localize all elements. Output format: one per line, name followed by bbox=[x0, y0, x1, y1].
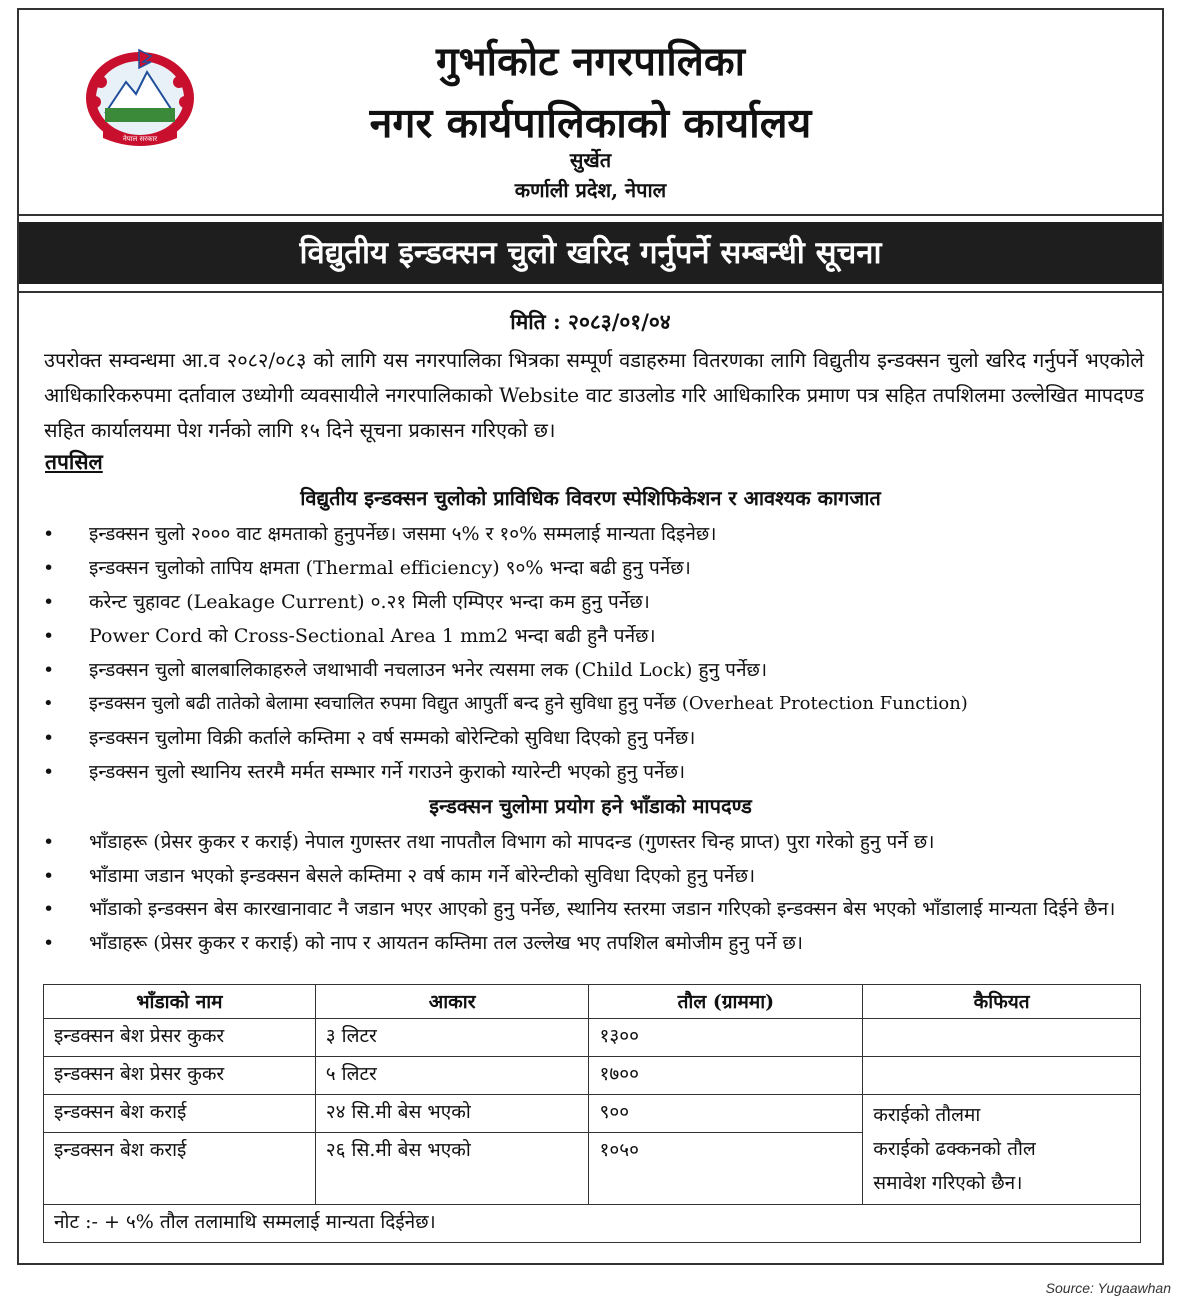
table-cell: इन्डक्सन बेश कराई bbox=[44, 1133, 316, 1205]
table-cell: इन्डक्सन बेश कराई bbox=[44, 1095, 316, 1133]
notice-date: मिति : २०८३/०१/०४ bbox=[510, 309, 671, 334]
vessels-list bbox=[41, 825, 1151, 960]
table-cell: १०५० bbox=[589, 1133, 863, 1205]
vessel-spec-table bbox=[43, 984, 1141, 1243]
table-row bbox=[44, 1057, 1141, 1095]
column-header: कैफियत bbox=[863, 985, 1141, 1019]
municipality-name: गुर्भाकोट नगरपालिका bbox=[436, 38, 745, 85]
table-header-row bbox=[44, 985, 1141, 1019]
table-cell: इन्डक्सन बेश प्रेसर कुकर bbox=[44, 1057, 316, 1095]
remark-line: कराईको तौलमा bbox=[873, 1104, 981, 1126]
specs-list bbox=[41, 517, 1151, 789]
table-cell: इन्डक्सन बेश प्रेसर कुकर bbox=[44, 1019, 316, 1057]
table-row bbox=[44, 1019, 1141, 1057]
table-note-row bbox=[44, 1205, 1141, 1243]
table-cell: ९०० bbox=[589, 1095, 863, 1133]
remark-line: समावेश गरिएको छैन। bbox=[873, 1172, 1023, 1194]
list-item: • Power Cord को Cross-Sectional Area 1 mm2 भन्दा बढी हुनै पर्नेछ। bbox=[41, 619, 1151, 653]
list-item: • भाँडाको इन्डक्सन बेस कारखानावाट नै जडान भएर आएको हुनु पर्नेछ, स्थानिय स्तरमा जडान गरिएको इन्डक्सन बेस भएको भाँडालाई मान्यता दिईने छैन। bbox=[41, 893, 1151, 926]
list-item: • इन्डक्सन चुलो बालबालिकाहरुले जथाभावी नचलाउन भनेर त्यसमा लक (Child Lock) हुनु पर्नेछ। bbox=[41, 653, 1151, 687]
table-cell: ३ लिटर bbox=[315, 1019, 589, 1057]
list-item: • इन्डक्सन चुलोमा विक्री कर्ताले कम्तिमा २ वर्ष सम्मको बोरेन्टिको सुविधा दिएको हुनु पर्नेछ। bbox=[41, 721, 1151, 755]
office-name: नगर कार्यपालिकाको कार्यालय bbox=[369, 99, 812, 147]
remark-line: कराईको ढक्कनको तौल bbox=[873, 1138, 1036, 1160]
list-item: • इन्डक्सन चुलो २००० वाट क्षमताको हुनुपर्नेछ। जसमा ५% र १०% सम्मलाई मान्यता दिइनेछ। bbox=[41, 517, 1151, 551]
list-item: • इन्डक्सन चुलो स्थानिय स्तरमै मर्मत सम्भार गर्ने गराउने कुराको ग्यारेन्टी भएको हुनु पर्नेछ। bbox=[41, 755, 1151, 789]
list-item: • भाँडाहरू (प्रेसर कुकर र कराई) नेपाल गुणस्तर तथा नापतौल विभाग को मापदन्ड (गुणस्तर चिन्ह प्राप्त) पुरा गरेको हुनु पर्ने छ। bbox=[41, 825, 1151, 859]
header bbox=[19, 10, 1162, 216]
remark-cell bbox=[863, 1095, 1141, 1205]
table-cell: ५ लिटर bbox=[315, 1057, 589, 1095]
column-header: भाँडाको नाम bbox=[44, 985, 316, 1019]
divider bbox=[19, 291, 1162, 293]
table-cell: २६ सि.मी बेस भएको bbox=[315, 1133, 589, 1205]
emblem-banner-text: नेपाल सरकार bbox=[122, 135, 158, 143]
notice-paragraph: उपरोक्त सम्वन्धमा आ.व २०८२/०८३ को लागि यस नगरपालिका भित्रका सम्पूर्ण वडाहरुमा वितरणका लागि विद्युतीय इन्डक्सन चुलो खरिद गर्नुपर्ने भएकोले आधिकारिकरुपमा दर्तावाल उध्योगी व्यवसायीले नगरपालिकाको Website वाट डाउलोड गरि आधिकारिक प्रमाण पत्र सहित तपशिलमा उल्लेखित मापदण्ड सहित कार्यालयमा पेश गर्नको लागि १५ दिने सूचना प्रकासन गरिएको छ। bbox=[44, 348, 1144, 442]
column-header: आकार bbox=[315, 985, 589, 1019]
notice-title: विद्युतीय इन्डक्सन चुलो खरिद गर्नुपर्ने सम्बन्धी सूचना bbox=[19, 222, 1162, 284]
source-credit: Source: Yugaawhan bbox=[1045, 1280, 1171, 1296]
list-item: • इन्डक्सन चुलो बढी तातेको बेलामा स्वचालित रुपमा विद्युत आपुर्ती बन्द हुने सुविधा हुनु पर्नेछ (Overheat Protection Function) bbox=[41, 687, 1151, 721]
province-name: कर्णाली प्रदेश, नेपाल bbox=[514, 178, 667, 202]
table-cell bbox=[863, 1057, 1141, 1095]
specs-heading: विद्युतीय इन्डक्सन चुलोको प्राविधिक विवरण स्पेशिफिकेशन र आवश्यक कागजात bbox=[300, 486, 881, 510]
list-item: • इन्डक्सन चुलोको तापिय क्षमता (Thermal efficiency) ९०% भन्दा बढी हुनु पर्नेछ। bbox=[41, 551, 1151, 585]
district-name: सुर्खेत bbox=[569, 148, 612, 172]
table-note: नोट :- + ५% तौल तलामाथि सम्मलाई मान्यता दिईनेछ। bbox=[44, 1205, 1141, 1243]
vessels-heading: इन्डक्सन चुलोमा प्रयोग हने भाँडाको मापदण्ड bbox=[429, 794, 752, 818]
details-heading: तपसिल bbox=[45, 449, 103, 474]
notice-frame bbox=[17, 8, 1164, 1265]
column-header: तौल (ग्राममा) bbox=[589, 985, 863, 1019]
list-item: • करेन्ट चुहावट (Leakage Current) ०.२१ मिली एम्पिएर भन्दा कम हुनु पर्नेछ। bbox=[41, 585, 1151, 619]
list-item: • भाँडामा जडान भएको इन्डक्सन बेसले कम्तिमा २ वर्ष काम गर्ने बोरेन्टीको सुविधा दिएको हुनु पर्नेछ। bbox=[41, 859, 1151, 893]
table-row bbox=[44, 1095, 1141, 1133]
list-item: • भाँडाहरू (प्रेसर कुकर र कराई) को नाप र आयतन कम्तिमा तल उल्लेख भए तपशिल बमोजीम हुनु पर्ने छ। bbox=[41, 926, 1151, 960]
table-cell: १७०० bbox=[589, 1057, 863, 1095]
table-cell bbox=[863, 1019, 1141, 1057]
table-cell: १३०० bbox=[589, 1019, 863, 1057]
table-cell: २४ सि.मी बेस भएको bbox=[315, 1095, 589, 1133]
